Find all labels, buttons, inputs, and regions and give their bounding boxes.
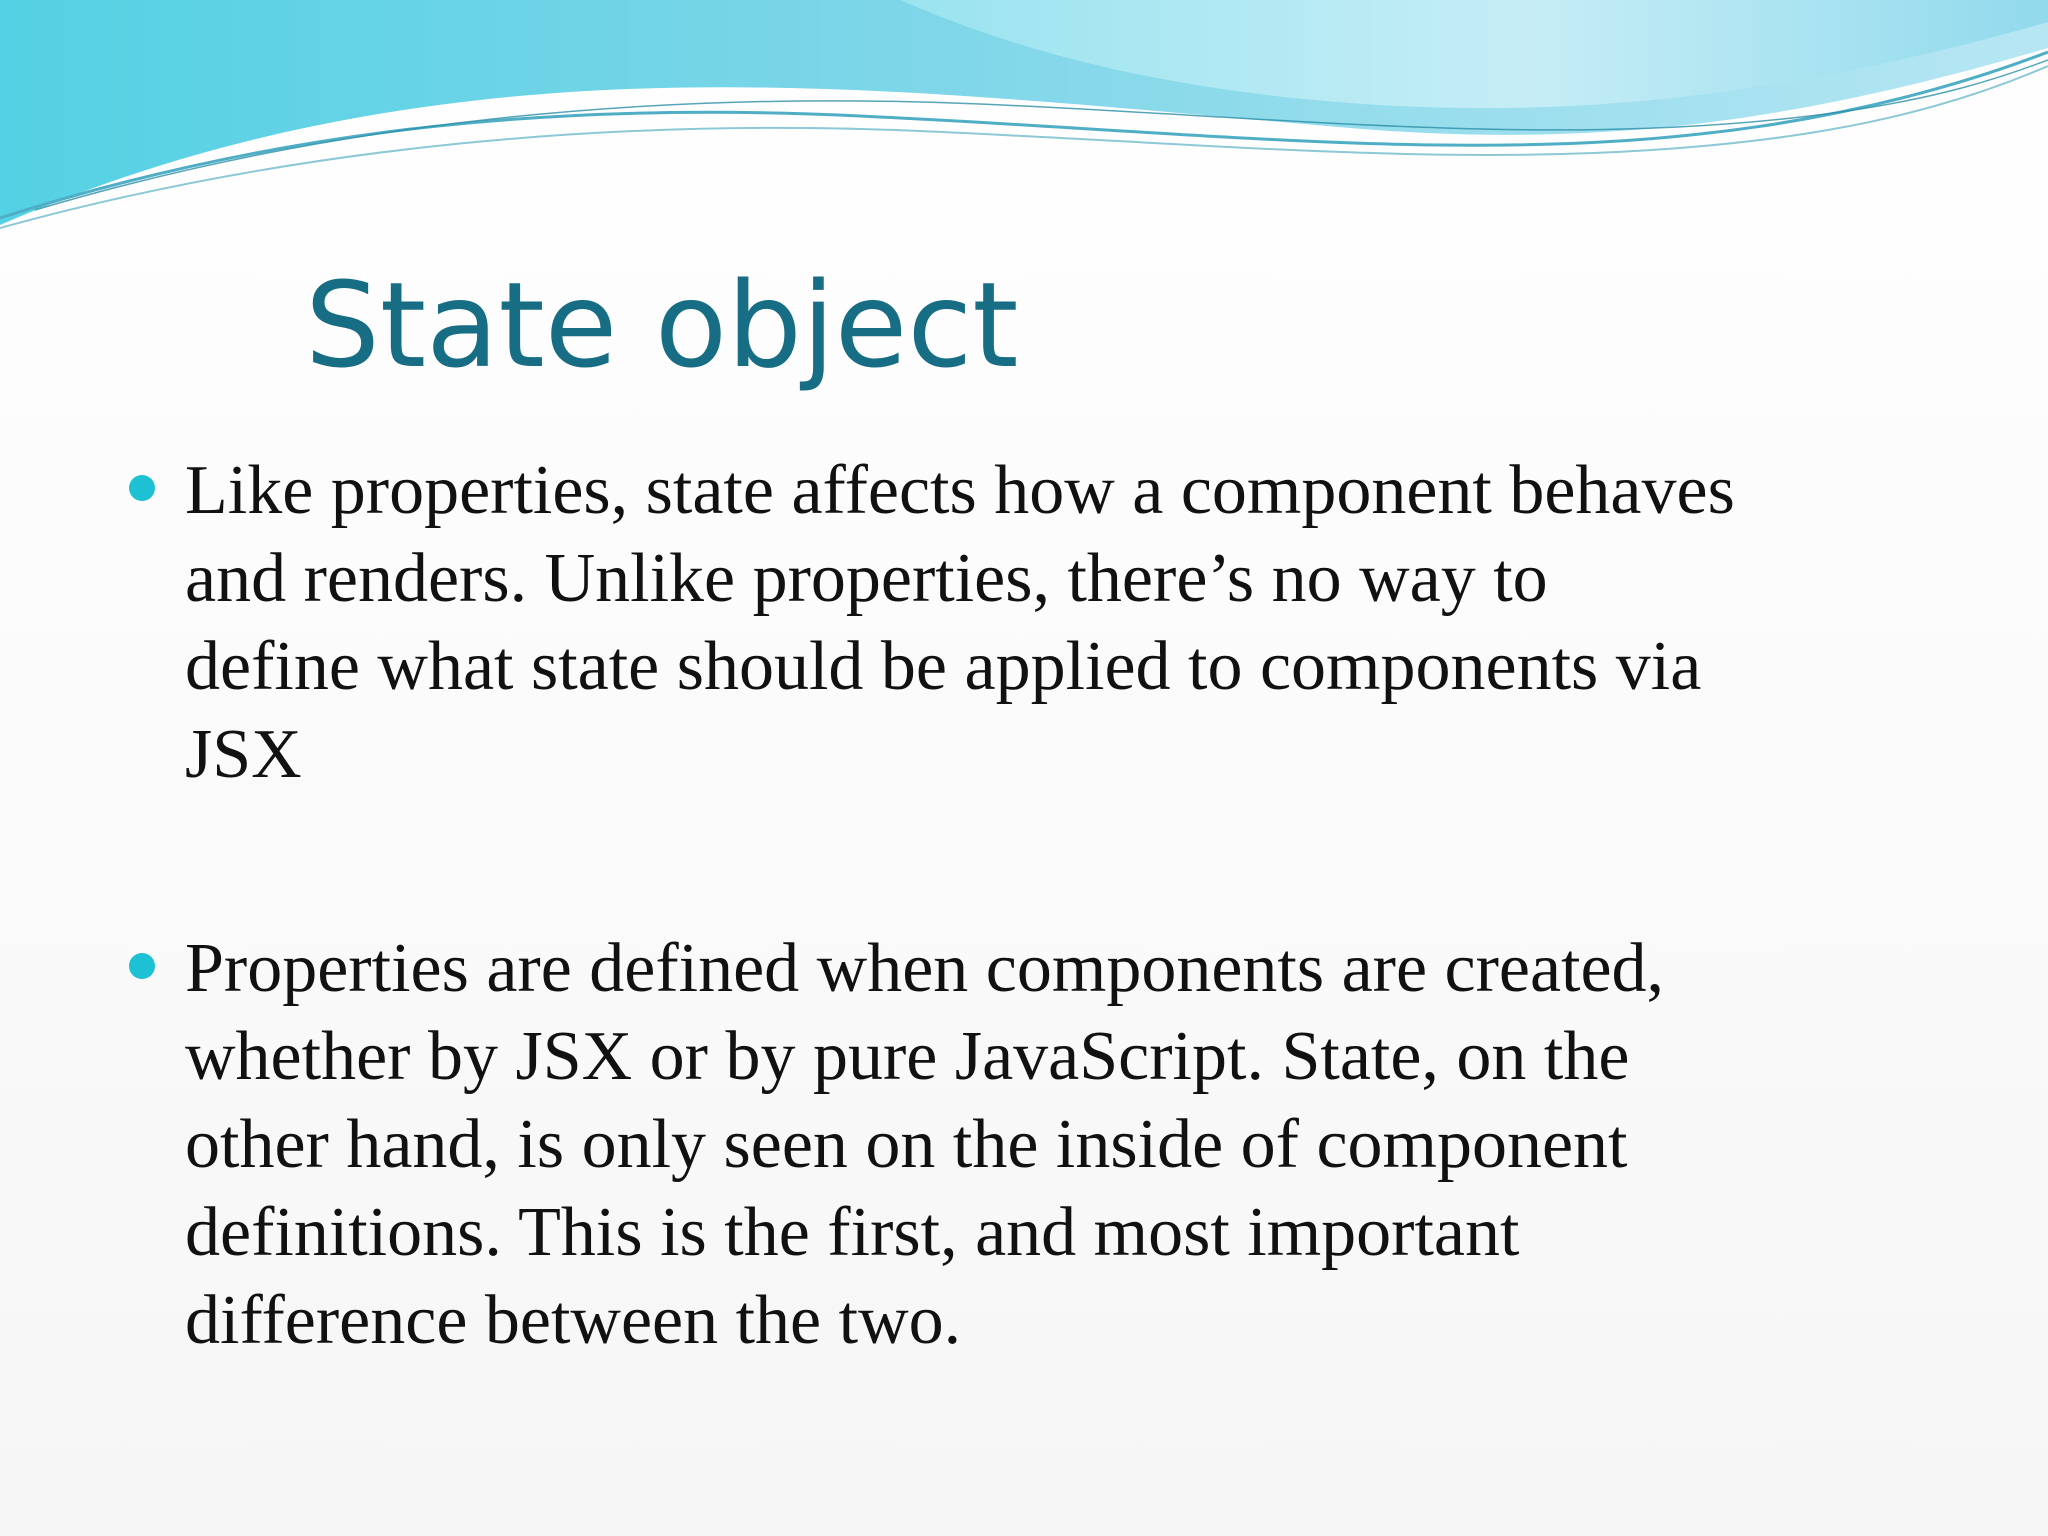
bullet-text-line: whether by JSX or by pure JavaScript. State, on the [185,1018,1630,1095]
bullet-text-line: and renders. Unlike properties, there’s no way to [185,540,1548,617]
bullet-text-line: define what state should be applied to components via [185,628,1702,705]
bullet-item [185,925,1965,1365]
slide-title: State object [305,256,1019,394]
bullet-text-line: Properties are defined when components are created, [185,930,1665,1007]
bullet-text-line: definitions. This is the first, and most important [185,1194,1520,1271]
bullet-text-line: difference between the two. [185,1282,962,1359]
bullet-text-line: JSX [185,716,302,793]
bullet-text-line: Like properties, state affects how a component behaves [185,452,1735,529]
bullet-dot-icon [129,475,155,501]
bullet-item [185,447,1965,799]
bullet-text-line: other hand, is only seen on the inside of component [185,1106,1628,1183]
bullet-dot-icon [129,953,155,979]
decorative-wave-banner [0,0,2048,260]
